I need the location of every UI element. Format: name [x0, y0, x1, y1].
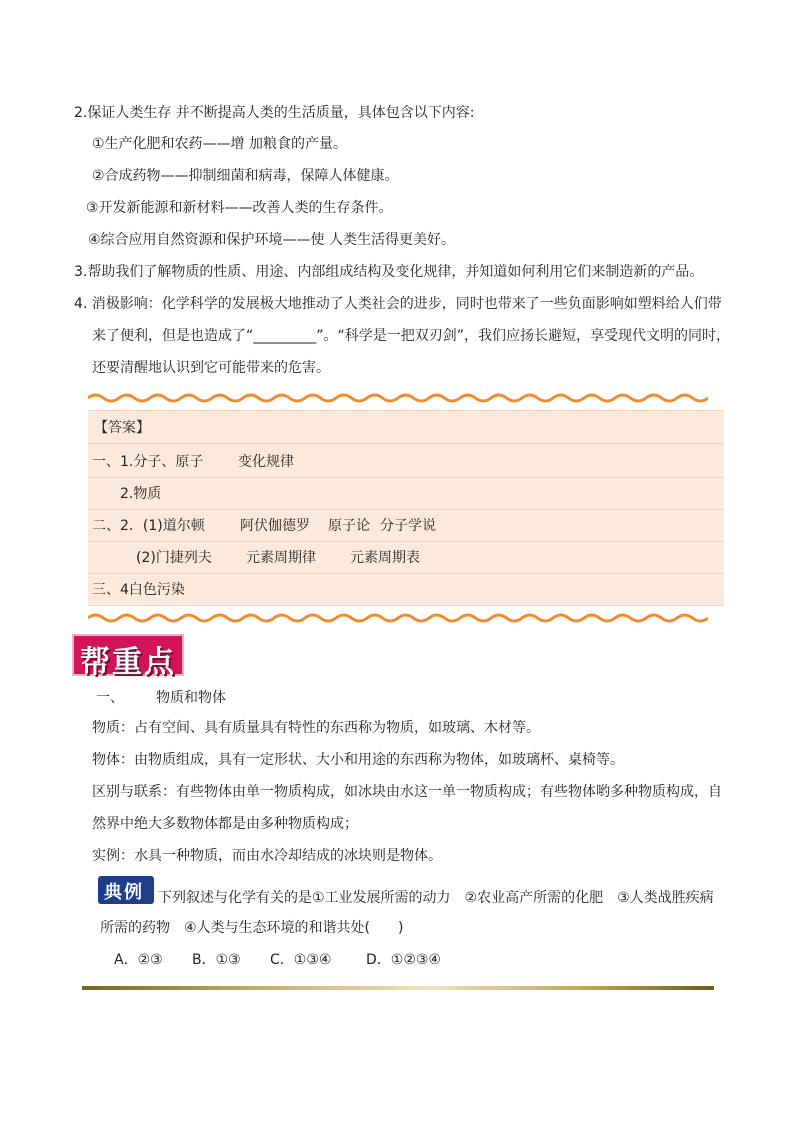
item-4-line-1: 4. 消极影响：化学科学的发展极大地推动了人类社会的进步，同时也带来了一些负面影响如塑料给人们带 — [74, 296, 722, 312]
question-line-1: 下列叙述与化学有关的是①工业发展所需的动力 ②农业高产所需的化肥 ③人类战胜疾病 — [158, 890, 714, 906]
answer-1-a: 一、1.分子、原子 — [92, 454, 204, 470]
answer-row-5 — [88, 573, 724, 605]
answer-3-a: 二、2．(1)道尔顿 — [92, 518, 205, 534]
example-badge — [98, 876, 154, 904]
answer-3-b: 阿伏伽德罗 — [240, 518, 310, 534]
option-a[interactable]: A．②③ — [114, 952, 163, 968]
answer-3-d: 分子学说 — [380, 518, 436, 534]
answer-3-c: 原子论 — [328, 518, 370, 534]
answer-4-a: (2)门捷列夫 — [136, 550, 212, 566]
example-badge-label: 典例 — [104, 882, 144, 903]
item-2-sub-1: ①生产化肥和农药——增 加粮食的产量。 — [92, 136, 348, 152]
definition-substance: 物质：占有空间、具有质量具有特性的东西称为物质，如玻璃、木材等。 — [92, 720, 540, 736]
answer-row-4 — [88, 541, 724, 574]
example-note: 实例：水具一种物质，而由水冷却结成的冰块则是物体。 — [92, 848, 442, 864]
wavy-divider-top — [88, 392, 708, 404]
answer-1-b: 变化规律 — [238, 454, 294, 470]
section-banner-label: 帮重点 — [80, 645, 176, 680]
section-heading-number: 一、 — [96, 690, 124, 706]
answer-row-3 — [88, 509, 724, 542]
definition-object: 物体：由物质组成，具有一定形状、大小和用途的东西称为物体，如玻璃杯、桌椅等。 — [92, 752, 624, 768]
answer-row-1 — [88, 445, 724, 478]
answer-4-b: 元素周期律 — [246, 550, 316, 566]
answer-row-2 — [88, 477, 724, 510]
item-2-sub-2: ②合成药物——抑制细菌和病毒，保障人体健康。 — [92, 168, 399, 184]
difference-line-1: 区别与联系：有些物体由单一物质构成，如冰块由水这一单一物质构成；有些物体哟多种物质构成，自 — [92, 784, 722, 800]
option-d[interactable]: D．①②③④ — [366, 952, 441, 968]
option-b[interactable]: B．①③ — [192, 952, 241, 968]
gold-divider — [82, 986, 714, 990]
item-2-sub-4: ④综合应用自然资源和保护环境——使 人类生活得更美好。 — [88, 232, 455, 248]
answer-4-c: 元素周期表 — [350, 550, 420, 566]
item-4-line-3: 还要清醒地认识到它可能带来的危害。 — [92, 360, 330, 376]
answer-2: 2.物质 — [120, 486, 162, 502]
section-banner — [72, 634, 184, 680]
answer-5: 三、4白色污染 — [92, 582, 185, 598]
wavy-divider-bottom — [88, 612, 708, 624]
difference-line-2: 然界中绝大多数物体都是由多种物质构成； — [92, 816, 358, 832]
answer-box — [88, 410, 724, 606]
item-2: 2.保证人类生存 并不断提高人类的生活质量，具体包含以下内容: — [74, 105, 475, 121]
answer-header: 【答案】 — [94, 420, 150, 436]
section-heading: 物质和物体 — [156, 690, 226, 706]
item-4-line-2: 来了便利，但是也造成了“_________”。“科学是一把双刃剑”，我们应扬长避短，享受现代文明的同时， — [92, 328, 731, 344]
question-line-2: 所需的药物 ④人类与生态环境的和谐共处( ) — [100, 920, 404, 936]
item-3: 3.帮助我们了解物质的性质、用途、内部组成结构及变化规律，并知道如何利用它们来制造新的产品。 — [74, 264, 704, 280]
item-2-sub-3: ③开发新能源和新材料——改善人类的生存条件。 — [86, 200, 393, 216]
option-c[interactable]: C．①③④ — [270, 952, 332, 968]
answer-header-row — [88, 411, 724, 444]
